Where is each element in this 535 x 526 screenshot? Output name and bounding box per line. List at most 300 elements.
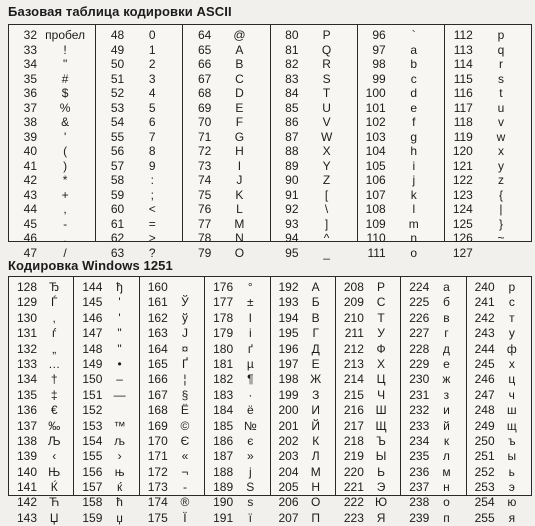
cp1251-char: Д (311, 341, 320, 356)
cp1251-code: 221 (343, 480, 364, 495)
cp1251-column (271, 277, 336, 525)
ascii-code: 62 (110, 231, 125, 245)
ascii-code: 101 (365, 100, 386, 115)
ascii-char: - (63, 216, 68, 231)
ascii-code: 65 (197, 42, 212, 57)
ascii-char: ] (324, 216, 329, 231)
ascii-row (183, 231, 269, 246)
ascii-char: t (499, 86, 503, 100)
cp1251-code: 145 (82, 295, 103, 310)
cp1251-code: 239 (409, 510, 430, 525)
ascii-char: N (235, 231, 244, 245)
cp1251-row (9, 357, 73, 372)
cp1251-char: ' (118, 310, 121, 325)
cp1251-char: S (246, 480, 255, 495)
ascii-row (9, 173, 95, 188)
ascii-char: U (322, 100, 331, 115)
cp1251-row (74, 295, 138, 310)
cp1251-code: 173 (147, 480, 168, 495)
cp1251-code: 182 (213, 372, 234, 387)
cp1251-char: Ч (377, 387, 386, 402)
cp1251-char: Ў (181, 295, 189, 310)
ascii-code: 107 (365, 187, 386, 202)
cp1251-char: Ѓ (50, 295, 58, 310)
cp1251-char: е (443, 356, 450, 371)
cp1251-char: І (248, 310, 252, 325)
cp1251-char: Ю (375, 495, 388, 510)
ascii-code: 127 (452, 245, 473, 260)
cp1251-code: 141 (16, 480, 37, 495)
ascii-row (183, 188, 269, 203)
cp1251-row (74, 511, 138, 526)
cp1251-code: 186 (213, 433, 234, 448)
cp1251-code: 152 (82, 403, 103, 418)
cp1251-code: 206 (278, 495, 299, 510)
cp1251-char: » (246, 449, 254, 464)
ascii-code: 73 (197, 158, 212, 173)
ascii-code: 97 (372, 42, 386, 57)
cp1251-row (74, 449, 138, 464)
cp1251-char: њ (114, 464, 125, 479)
cp1251-code: 180 (213, 341, 234, 356)
cp1251-row (205, 295, 269, 310)
ascii-row (358, 86, 444, 101)
cp1251-char: ¦ (183, 372, 187, 387)
ascii-char: i (412, 158, 416, 173)
cp1251-row (9, 342, 73, 357)
cp1251-code: 251 (474, 449, 495, 464)
ascii-char: j (412, 173, 416, 187)
cp1251-code: 146 (82, 310, 103, 325)
cp1251-code: 230 (409, 372, 430, 387)
cp1251-row (9, 495, 73, 510)
cp1251-row (401, 465, 465, 480)
ascii-code: 59 (110, 187, 125, 202)
ascii-row (445, 57, 531, 72)
ascii-code: 99 (372, 71, 386, 86)
cp1251-row (140, 495, 204, 510)
cp1251-row (74, 419, 138, 434)
ascii-code: 86 (285, 115, 299, 129)
ascii-code: 90 (285, 173, 299, 187)
ascii-code: 76 (197, 202, 212, 216)
ascii-code: 79 (197, 245, 212, 260)
ascii-code: 51 (110, 71, 125, 86)
ascii-row (9, 130, 95, 145)
ascii-row (96, 101, 182, 116)
cp1251-code: 202 (278, 433, 299, 448)
ascii-code: 117 (453, 100, 473, 115)
cp1251-row (401, 449, 465, 464)
cp1251-char: л (442, 449, 450, 464)
cp1251-code: 205 (278, 480, 299, 495)
cp1251-char: ќ (116, 480, 123, 495)
cp1251-row (271, 511, 335, 526)
ascii-row (96, 173, 182, 188)
cp1251-char: Р (377, 280, 386, 294)
cp1251-code: 222 (343, 495, 364, 510)
ascii-code: 38 (23, 115, 37, 129)
ascii-row (271, 115, 357, 130)
ascii-row (271, 231, 357, 246)
ascii-char: P (322, 28, 331, 42)
ascii-char: 9 (148, 158, 156, 173)
cp1251-column (467, 277, 531, 525)
ascii-code: 83 (285, 71, 299, 86)
ascii-code: 75 (197, 187, 212, 202)
ascii-char: : (150, 173, 154, 187)
cp1251-char: Ћ (49, 495, 60, 510)
ascii-code: 80 (285, 28, 299, 42)
ascii-char: & (61, 115, 70, 129)
cp1251-code: 208 (343, 280, 364, 294)
ascii-row (9, 144, 95, 159)
cp1251-char: ™ (113, 418, 126, 433)
cp1251-char: в (443, 310, 450, 325)
ascii-row (358, 159, 444, 174)
cp1251-code: 196 (278, 341, 299, 356)
cp1251-char: і (248, 326, 252, 341)
cp1251-row (401, 434, 465, 449)
ascii-char: 2 (148, 57, 156, 71)
ascii-code: 82 (285, 57, 299, 71)
cp1251-code: 129 (16, 295, 37, 310)
cp1251-code: 185 (213, 418, 234, 433)
cp1251-code: 218 (343, 433, 364, 448)
ascii-char: = (148, 216, 156, 231)
cp1251-char: - (182, 480, 187, 495)
ascii-row (96, 43, 182, 58)
cp1251-row (9, 311, 73, 326)
cp1251-code: 143 (16, 510, 37, 525)
cp1251-code: 188 (213, 464, 234, 479)
ascii-char: R (322, 57, 331, 71)
cp1251-code: 181 (213, 356, 234, 371)
cp1251-row (467, 511, 531, 526)
cp1251-char: § (181, 387, 189, 402)
ascii-char: # (61, 71, 69, 86)
ascii-char: C (235, 71, 244, 86)
ascii-row (358, 188, 444, 203)
ascii-row (358, 144, 444, 159)
ascii-char: G (234, 129, 245, 144)
cp1251-code: 209 (343, 295, 364, 310)
ascii-row (358, 43, 444, 58)
ascii-row (358, 173, 444, 188)
cp1251-row (205, 357, 269, 372)
cp1251-row (9, 280, 73, 295)
cp1251-code: 189 (213, 480, 234, 495)
ascii-row (183, 202, 269, 217)
ascii-code: 100 (365, 86, 386, 100)
ascii-code: 112 (453, 28, 473, 42)
ascii-char: D (235, 86, 244, 100)
ascii-code: 120 (452, 144, 473, 158)
cp1251-row (336, 434, 400, 449)
cp1251-char: Џ (49, 510, 59, 525)
ascii-char: + (61, 187, 69, 202)
cp1251-row (467, 295, 531, 310)
cp1251-char: т (509, 310, 515, 325)
cp1251-code: 160 (147, 280, 168, 294)
cp1251-row (205, 434, 269, 449)
cp1251-row (271, 342, 335, 357)
ascii-row (9, 217, 95, 232)
cp1251-code: 177 (213, 295, 234, 310)
cp1251-code: 237 (409, 480, 430, 495)
ascii-char: T (322, 86, 331, 100)
ascii-char: 6 (148, 115, 156, 129)
cp1251-char: У (377, 326, 385, 341)
cp1251-code: 158 (82, 495, 103, 510)
ascii-char: n (410, 231, 418, 245)
cp1251-code: 135 (16, 387, 37, 402)
cp1251-code: 191 (213, 510, 234, 525)
ascii-char (479, 246, 531, 261)
cp1251-row (271, 295, 335, 310)
ascii-row (445, 188, 531, 203)
cp1251-char: ¬ (181, 464, 189, 479)
cp1251-row (205, 372, 269, 387)
ascii-row (9, 57, 95, 72)
ascii-row (96, 57, 182, 72)
ascii-row (96, 217, 182, 232)
ascii-row (9, 231, 95, 246)
ascii-row (358, 28, 444, 43)
cp1251-row (401, 480, 465, 495)
ascii-row (183, 72, 269, 87)
cp1251-column (9, 277, 74, 525)
cp1251-row (140, 403, 204, 418)
cp1251-code: 154 (82, 433, 103, 448)
ascii-row (271, 57, 357, 72)
cp1251-char: Т (377, 310, 385, 325)
ascii-row (96, 231, 182, 246)
cp1251-row (9, 465, 73, 480)
ascii-code: 41 (23, 158, 37, 173)
cp1251-column (140, 277, 205, 525)
cp1251-row (467, 388, 531, 403)
ascii-row (271, 101, 357, 116)
ascii-row (445, 115, 531, 130)
cp1251-code: 243 (474, 326, 495, 341)
ascii-char: p (497, 28, 505, 42)
cp1251-char: Љ (47, 433, 61, 448)
cp1251-code: 176 (213, 280, 234, 294)
cp1251-code: 220 (343, 464, 364, 479)
ascii-row (445, 231, 531, 246)
cp1251-char: Б (311, 295, 320, 310)
cp1251-char: Й (311, 418, 320, 433)
cp1251-char: № (243, 418, 257, 433)
cp1251-column (336, 277, 401, 525)
ascii-code: 115 (453, 71, 473, 86)
ascii-code: 40 (23, 144, 37, 158)
ascii-row (271, 159, 357, 174)
ascii-row (183, 101, 269, 116)
ascii-char: L (236, 202, 243, 216)
cp1251-code: 255 (474, 510, 495, 525)
cp1251-code: 201 (278, 418, 299, 433)
cp1251-row (467, 280, 531, 295)
cp1251-code: 217 (343, 418, 364, 433)
ascii-char: f (412, 115, 416, 129)
ascii-code: 55 (110, 129, 125, 144)
ascii-row (9, 202, 95, 217)
cp1251-code: 227 (409, 326, 430, 341)
ascii-row (271, 188, 357, 203)
ascii-char: c (410, 71, 417, 86)
cp1251-code: 192 (278, 280, 299, 294)
cp1251-char: Л (311, 449, 320, 464)
cp1251-row (205, 480, 269, 495)
cp1251-char: є (247, 433, 254, 448)
cp1251-code: 136 (16, 403, 37, 418)
cp1251-char: М (310, 464, 321, 479)
cp1251-char: З (312, 387, 320, 402)
cp1251-code: 151 (82, 387, 103, 402)
ascii-code: 61 (110, 216, 125, 231)
cp1251-row (271, 357, 335, 372)
ascii-row (271, 86, 357, 101)
cp1251-row (9, 403, 73, 418)
ascii-code: 95 (285, 245, 299, 260)
cp1251-code: 147 (82, 326, 103, 341)
ascii-code: 113 (453, 42, 473, 57)
cp1251-char: „ (52, 341, 57, 356)
ascii-code: 124 (452, 202, 473, 216)
cp1251-row (467, 326, 531, 341)
cp1251-char: ф (506, 341, 517, 356)
cp1251-row (140, 449, 204, 464)
cp1251-char: " (117, 326, 122, 341)
cp1251-code: 235 (409, 449, 430, 464)
cp1251-row (336, 295, 400, 310)
ascii-char: v (497, 115, 504, 129)
cp1251-row (140, 419, 204, 434)
ascii-char: Z (322, 173, 331, 187)
cp1251-row (140, 342, 204, 357)
cp1251-row (140, 388, 204, 403)
cp1251-code: 164 (147, 341, 168, 356)
cp1251-row (271, 280, 335, 295)
ascii-row (183, 217, 269, 232)
cp1251-code: 174 (147, 495, 168, 510)
cp1251-code: 184 (213, 403, 234, 418)
ascii-char: 3 (148, 71, 156, 86)
cp1251-char: Ђ (48, 280, 60, 294)
cp1251-char: « (181, 449, 189, 464)
cp1251-code: 197 (278, 356, 299, 371)
ascii-row (445, 202, 531, 217)
cp1251-code: 200 (278, 403, 299, 418)
ascii-char: ; (150, 187, 154, 202)
cp1251-char: ю (507, 495, 517, 510)
cp1251-char: Ж (310, 372, 322, 387)
ascii-char: q (497, 42, 505, 57)
cp1251-row (467, 372, 531, 387)
cp1251-row (271, 388, 335, 403)
cp1251-char: ў (181, 310, 188, 325)
cp1251-row (467, 465, 531, 480)
cp1251-row (140, 465, 204, 480)
cp1251-table (8, 276, 532, 525)
ascii-char: w (496, 129, 506, 144)
ascii-column (358, 25, 445, 260)
cp1251-row (74, 465, 138, 480)
ascii-code: 92 (285, 202, 299, 216)
ascii-char: 4 (148, 86, 156, 100)
ascii-row (183, 159, 269, 174)
cp1251-row (140, 357, 204, 372)
ascii-column (183, 25, 270, 260)
cp1251-char: П (311, 510, 320, 525)
cp1251-char: х (508, 356, 515, 371)
ascii-char: ' (63, 129, 67, 144)
ascii-code: 47 (23, 245, 37, 260)
ascii-code: 108 (365, 202, 386, 216)
cp1251-char (108, 403, 138, 418)
cp1251-char (174, 280, 204, 295)
cp1251-char: я (508, 510, 516, 525)
ascii-code: 54 (110, 115, 125, 129)
cp1251-row (9, 449, 73, 464)
cp1251-code: 132 (16, 341, 37, 356)
ascii-row (96, 72, 182, 87)
ascii-char: m (408, 216, 419, 231)
ascii-char: z (497, 173, 504, 187)
cp1251-char: ѓ (51, 326, 57, 341)
ascii-code: 123 (452, 187, 473, 202)
cp1251-char: С (376, 295, 386, 310)
cp1251-row (467, 495, 531, 510)
ascii-row (9, 101, 95, 116)
cp1251-row (74, 326, 138, 341)
cp1251-char: щ (506, 418, 517, 433)
ascii-char: ` (411, 28, 416, 42)
cp1251-char: ґ (247, 341, 253, 356)
cp1251-code: 144 (82, 280, 103, 294)
cp1251-code: 159 (82, 510, 103, 525)
cp1251-row (467, 419, 531, 434)
cp1251-char: ® (180, 495, 190, 510)
ascii-char: d (410, 86, 418, 100)
ascii-char: @ (233, 28, 246, 42)
ascii-code: 74 (197, 173, 212, 187)
cp1251-char: н (443, 480, 450, 495)
cp1251-char: ж (442, 372, 451, 387)
cp1251-char: О (311, 495, 321, 510)
ascii-code: 81 (285, 42, 299, 57)
ascii-char: H (235, 144, 244, 158)
cp1251-char: ђ (116, 280, 123, 294)
ascii-row (358, 231, 444, 246)
ascii-code: 109 (365, 216, 386, 231)
ascii-char: < (148, 202, 156, 216)
cp1251-code: 165 (147, 356, 168, 371)
cp1251-code: 199 (278, 387, 299, 402)
cp1251-code: 210 (343, 310, 364, 325)
ascii-char: M (234, 216, 245, 231)
cp1251-char: © (180, 418, 190, 433)
cp1251-code: 130 (16, 310, 37, 325)
cp1251-char: – (116, 372, 123, 387)
ascii-char: y (497, 158, 504, 173)
cp1251-row (140, 326, 204, 341)
cp1251-row (401, 403, 465, 418)
ascii-char: $ (61, 86, 69, 100)
cp1251-row (401, 495, 465, 510)
